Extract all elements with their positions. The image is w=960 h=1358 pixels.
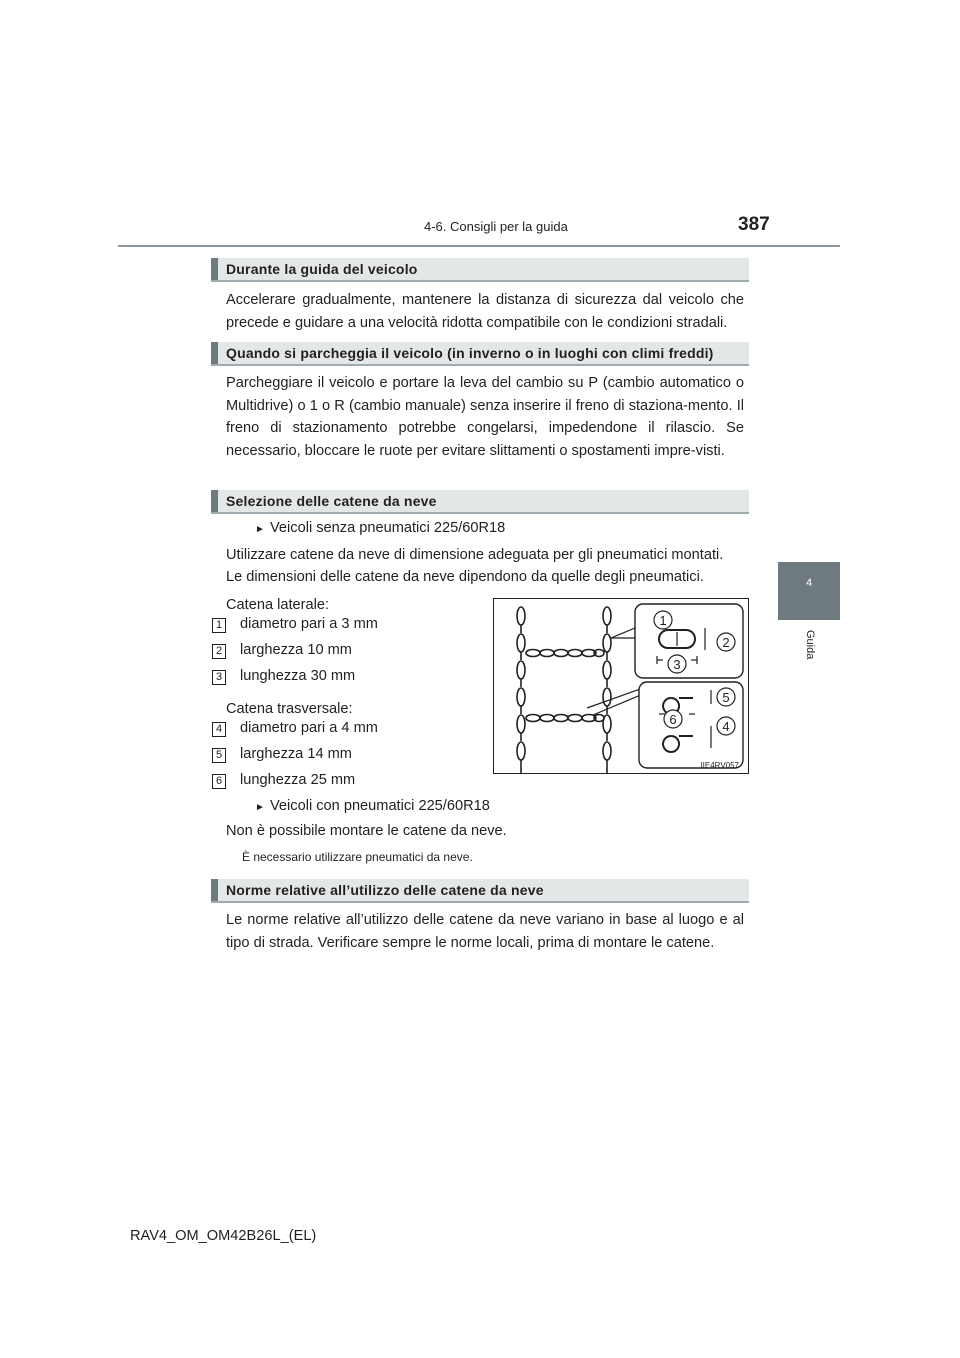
header-section-title: 4-6. Consigli per la guida <box>424 219 568 234</box>
bullet-arrow-icon: ► <box>255 802 265 813</box>
callout-4: 4 <box>722 719 730 734</box>
document-code: RAV4_OM_OM42B26L_(EL) <box>130 1228 317 1244</box>
bullet-without-225: Veicoli senza pneumatici 225/60R18 <box>270 520 506 536</box>
figure-code: IIE4RV057 <box>700 761 739 770</box>
callout-2: 2 <box>722 635 730 650</box>
chains-text-1b: Le dimensioni delle catene da neve dipendono da quelle degli pneumatici. <box>226 569 704 585</box>
section-title-chains: Selezione delle catene da neve <box>226 493 437 509</box>
cross-item-2: larghezza 14 mm <box>240 746 352 762</box>
chains-note: È necessario utilizzare pneumatici da neve. <box>242 850 473 864</box>
item-number-3: 3 <box>212 670 226 685</box>
item-number-2: 2 <box>212 644 226 659</box>
cross-item-1: diametro pari a 4 mm <box>240 720 378 736</box>
item-number-4: 4 <box>212 722 226 737</box>
section-heading-chains <box>211 490 749 514</box>
item-number-5: 5 <box>212 748 226 763</box>
header-rule <box>118 245 840 247</box>
cross-chain-label: Catena trasversale: <box>226 701 353 717</box>
side-chain-label: Catena laterale: <box>226 597 330 613</box>
callout-5: 5 <box>722 690 730 705</box>
snow-chain-figure <box>493 598 749 774</box>
callout-6: 6 <box>669 712 677 727</box>
callout-1: 1 <box>659 613 667 628</box>
section-heading-driving <box>211 258 749 282</box>
cross-item-3: lunghezza 25 mm <box>240 772 356 788</box>
bullet-with-225: Veicoli con pneumatici 225/60R18 <box>270 798 490 814</box>
page-number: 387 <box>738 214 770 235</box>
item-number-1: 1 <box>212 618 226 633</box>
paragraph-rules: Le norme relative all’utilizzo delle catene da neve variano in base al luogo e al tipo di strada. Verificare sempre le norme locali, prima di montare le catene. <box>226 912 744 951</box>
side-item-2: larghezza 10 mm <box>240 642 352 658</box>
paragraph-driving: Accelerare gradualmente, mantenere la distanza di sicurezza dal veicolo che precede e guidare a una velocità ridotta compatibile con le condizioni stradali. <box>226 292 744 331</box>
callout-3: 3 <box>673 657 681 672</box>
chapter-label: Guida <box>804 630 816 660</box>
section-title-rules: Norme relative all’utilizzo delle catene da neve <box>226 882 544 898</box>
item-number-6: 6 <box>212 774 226 789</box>
chains-text-1a: Utilizzare catene da neve di dimensione adeguata per gli pneumatici montati. <box>226 547 724 563</box>
chapter-label-container <box>778 628 840 688</box>
section-heading-parking <box>211 342 749 366</box>
section-title-driving: Durante la guida del veicolo <box>226 261 418 277</box>
side-item-3: lunghezza 30 mm <box>240 668 356 684</box>
section-heading-rules <box>211 879 749 903</box>
section-title-parking: Quando si parcheggia il veicolo (in inverno o in luoghi con climi freddi) <box>226 345 714 361</box>
chains-text-2: Non è possibile montare le catene da neve. <box>226 823 507 839</box>
paragraph-parking: Parcheggiare il veicolo e portare la leva del cambio su P (cambio automatico o Multidrive) o 1 o R (cambio manuale) senza inserire il freno di staziona-mento. Il freno di stazionamento potrebbe congelarsi, impedendone il rilascio. Se necessario, bloccare le ruote per evitare slittamenti o spostamenti impre-visti. <box>226 375 744 459</box>
chapter-tab <box>778 562 840 620</box>
side-item-1: diametro pari a 3 mm <box>240 616 378 632</box>
snow-chain-illustration <box>493 598 749 774</box>
chapter-number: 4 <box>805 577 813 589</box>
bullet-arrow-icon: ► <box>255 524 265 535</box>
